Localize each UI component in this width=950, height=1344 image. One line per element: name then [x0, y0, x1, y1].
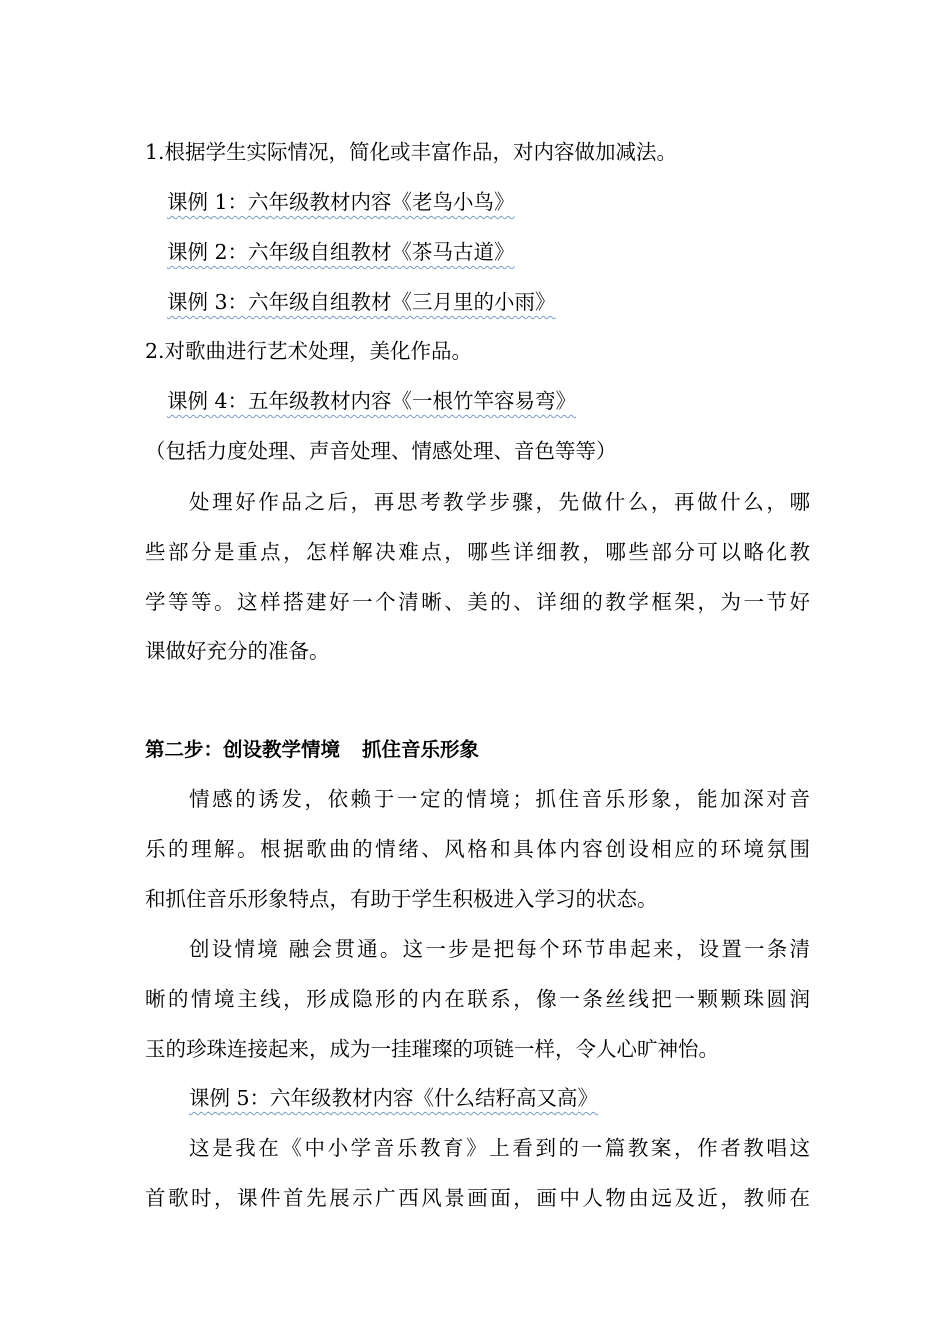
paragraph-line: 些部分是重点，怎样解决难点，哪些详细教，哪些部分可以略化教	[145, 540, 810, 564]
paragraph-line: 玉的珍珠连接起来，成为一挂璀璨的项链一样，令人心旷神怡。	[145, 1037, 719, 1061]
paragraph-line: 课做好充分的准备。	[145, 639, 330, 663]
example-1	[167, 187, 810, 217]
example-2	[167, 237, 810, 267]
example-5-text: 课例 5：六年级教材内容《什么结籽高又高》	[189, 1086, 599, 1110]
example-4-text: 课例 4：五年级教材内容《一根竹竿容易弯》	[167, 389, 577, 413]
point-1: 1.根据学生实际情况，简化或丰富作品，对内容做加减法。	[145, 140, 678, 164]
paragraph-line: 这是我在《中小学音乐教育》上看到的一篇教案，作者教唱这	[189, 1136, 810, 1160]
paragraph-line: 晰的情境主线，形成隐形的内在联系，像一条丝线把一颗颗珠圆润	[145, 987, 810, 1011]
example-3-text: 课例 3：六年级自组教材《三月里的小雨》	[167, 290, 556, 314]
paragraph-line: 学等等。这样搭建好一个清晰、美的、详细的教学框架，为一节好	[145, 590, 810, 614]
example-1-text: 课例 1：六年级教材内容《老鸟小鸟》	[167, 190, 515, 214]
processing-note: （包括力度处理、声音处理、情感处理、音色等等）	[145, 439, 617, 463]
paragraph-line: 和抓住音乐形象特点，有助于学生积极进入学习的状态。	[145, 887, 658, 911]
point-2: 2.对歌曲进行艺术处理，美化作品。	[145, 339, 473, 363]
paragraph-line: 创设情境 融会贯通。这一步是把每个环节串起来，设置一条清	[189, 937, 810, 961]
section-heading-part-2: 抓住音乐形象	[362, 738, 480, 761]
example-4	[167, 386, 810, 416]
paragraph-line: 情感的诱发，依赖于一定的情境；抓住音乐形象，能加深对音	[189, 787, 810, 811]
paragraph-line: 处理好作品之后，再思考教学步骤，先做什么，再做什么，哪	[189, 490, 810, 514]
example-5	[189, 1083, 810, 1113]
paragraph-line: 首歌时，课件首先展示广西风景画面，画中人物由远及近，教师在	[145, 1186, 810, 1210]
example-3	[167, 287, 810, 317]
section-heading	[145, 735, 810, 765]
example-2-text: 课例 2：六年级自组教材《茶马古道》	[167, 240, 515, 264]
section-heading-part-1: 第二步：创设教学情境	[145, 738, 341, 761]
paragraph-line: 乐的理解。根据歌曲的情绪、风格和具体内容创设相应的环境氛围	[145, 837, 810, 861]
